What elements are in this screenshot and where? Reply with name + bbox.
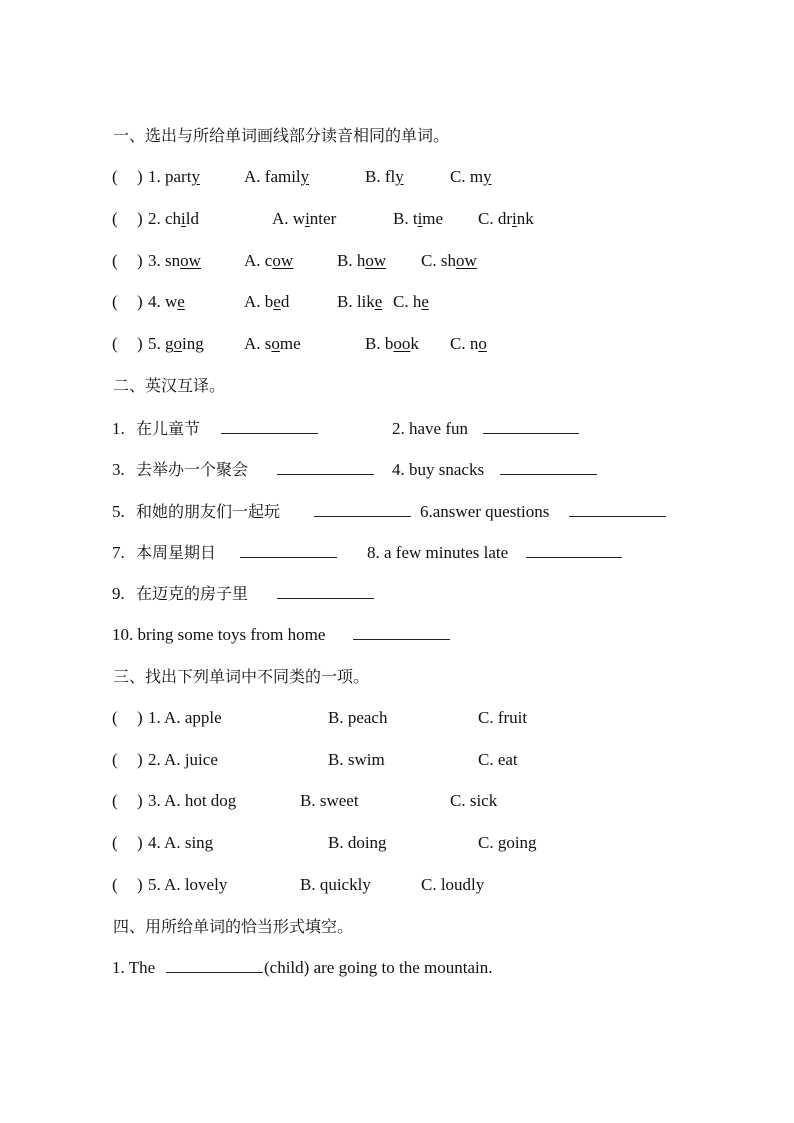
phrase-text: 本周星期日 (136, 543, 217, 562)
answer-blank[interactable] (166, 956, 263, 973)
item-number: 1. (112, 419, 125, 438)
phrase-text: 10. bring some toys from home (112, 625, 326, 644)
answer-paren-open: ( (112, 292, 118, 311)
section-3-heading-text: 三、找出下列单词中不同类的一项。 (113, 667, 370, 686)
phrase-text: 去举办一个聚会 (136, 460, 249, 479)
section-1-item-4 (0, 290, 794, 314)
phrase-text: 6.answer questions (420, 502, 550, 521)
answer-paren-close: ) (137, 791, 143, 810)
option-a: 2. A. juice (148, 750, 218, 769)
option-c: C. he (393, 292, 429, 311)
option-c: C. my (450, 167, 492, 186)
option-a: 3. A. hot dog (148, 791, 237, 810)
section-1-item-3 (0, 249, 794, 273)
answer-paren-close: ) (137, 292, 143, 311)
section-3-heading (0, 665, 794, 689)
answer-blank[interactable] (500, 458, 597, 475)
phrase-text: 和她的朋友们一起玩 (136, 502, 281, 521)
answer-paren-close: ) (137, 875, 143, 894)
answer-paren-open: ( (112, 833, 118, 852)
translate-row-3 (0, 500, 794, 524)
section-1-item-5 (0, 332, 794, 356)
question-word: 1. party (148, 167, 200, 186)
answer-blank[interactable] (569, 500, 666, 517)
section-1-item-2 (0, 207, 794, 231)
phrase-text: 4. buy snacks (392, 460, 485, 479)
answer-paren-open: ( (112, 167, 118, 186)
phrase-text: 2. have fun (392, 419, 469, 438)
option-a: A. family (244, 167, 310, 186)
option-c: C. eat (478, 750, 518, 769)
answer-paren-close: ) (137, 209, 143, 228)
option-a: A. bed (244, 292, 290, 311)
option-a: 4. A. sing (148, 833, 214, 852)
translate-row-4 (0, 541, 794, 565)
section-4-item-1 (0, 956, 794, 980)
answer-paren-open: ( (112, 334, 118, 353)
answer-blank[interactable] (277, 582, 374, 599)
section-4-heading (0, 915, 794, 939)
option-c: C. fruit (478, 708, 528, 727)
item-number: 3. (112, 460, 125, 479)
answer-paren-close: ) (137, 833, 143, 852)
section-1-heading-text: 一、选出与所给单词画线部分读音相同的单词。 (113, 126, 450, 145)
translate-row-1 (0, 417, 794, 441)
item-number: 5. (112, 502, 125, 521)
section-3-item-5 (0, 873, 794, 897)
section-3-item-2 (0, 748, 794, 772)
option-a: 5. A. lovely (148, 875, 228, 894)
option-a: A. cow (244, 251, 294, 270)
option-c: C. loudly (421, 875, 485, 894)
option-b: B. swim (328, 750, 385, 769)
answer-paren-close: ) (137, 334, 143, 353)
answer-paren-open: ( (112, 875, 118, 894)
answer-paren-open: ( (112, 791, 118, 810)
section-3-item-4 (0, 831, 794, 855)
answer-paren-open: ( (112, 750, 118, 769)
phrase-text: 在迈克的房子里 (136, 584, 249, 603)
option-b: B. book (365, 334, 419, 353)
option-a: 1. A. apple (148, 708, 222, 727)
sentence-start: 1. The (112, 958, 156, 977)
translate-row-5 (0, 582, 794, 606)
option-b: B. time (393, 209, 444, 228)
answer-blank[interactable] (353, 623, 450, 640)
option-c: C. going (478, 833, 537, 852)
option-b: B. sweet (300, 791, 359, 810)
section-3-item-1 (0, 706, 794, 730)
answer-blank[interactable] (483, 417, 579, 434)
answer-blank[interactable] (221, 417, 318, 434)
phrase-text: 在儿童节 (136, 419, 201, 438)
item-number: 9. (112, 584, 125, 603)
answer-paren-open: ( (112, 209, 118, 228)
option-b: B. how (337, 251, 387, 270)
option-b: B. like (337, 292, 383, 311)
section-1-heading (0, 124, 794, 148)
answer-paren-close: ) (137, 167, 143, 186)
section-2-heading (0, 374, 794, 398)
option-a: A. winter (272, 209, 337, 228)
answer-paren-open: ( (112, 708, 118, 727)
question-word: 3. snow (148, 251, 201, 270)
section-1-item-1 (0, 165, 794, 189)
answer-blank[interactable] (240, 541, 337, 558)
section-4-heading-text: 四、用所给单词的恰当形式填空。 (113, 917, 354, 936)
section-3-item-3 (0, 789, 794, 813)
option-c: C. drink (478, 209, 534, 228)
translate-row-6 (0, 623, 794, 647)
option-c: C. show (421, 251, 477, 270)
translate-row-2 (0, 458, 794, 482)
phrase-text: 8. a few minutes late (367, 543, 509, 562)
answer-blank[interactable] (526, 541, 622, 558)
option-b: B. fly (365, 167, 404, 186)
sentence-end: (child) are going to the mountain. (264, 958, 493, 977)
option-b: B. quickly (300, 875, 371, 894)
answer-blank[interactable] (277, 458, 374, 475)
option-b: B. doing (328, 833, 387, 852)
section-2-heading-text: 二、英汉互译。 (113, 376, 226, 395)
question-word: 5. going (148, 334, 204, 353)
answer-paren-close: ) (137, 251, 143, 270)
answer-paren-open: ( (112, 251, 118, 270)
answer-paren-close: ) (137, 750, 143, 769)
question-word: 2. child (148, 209, 200, 228)
item-number: 7. (112, 543, 125, 562)
option-c: C. sick (450, 791, 498, 810)
option-c: C. no (450, 334, 487, 353)
option-b: B. peach (328, 708, 388, 727)
question-word: 4. we (148, 292, 185, 311)
answer-blank[interactable] (314, 500, 411, 517)
option-a: A. some (244, 334, 301, 353)
answer-paren-close: ) (137, 708, 143, 727)
